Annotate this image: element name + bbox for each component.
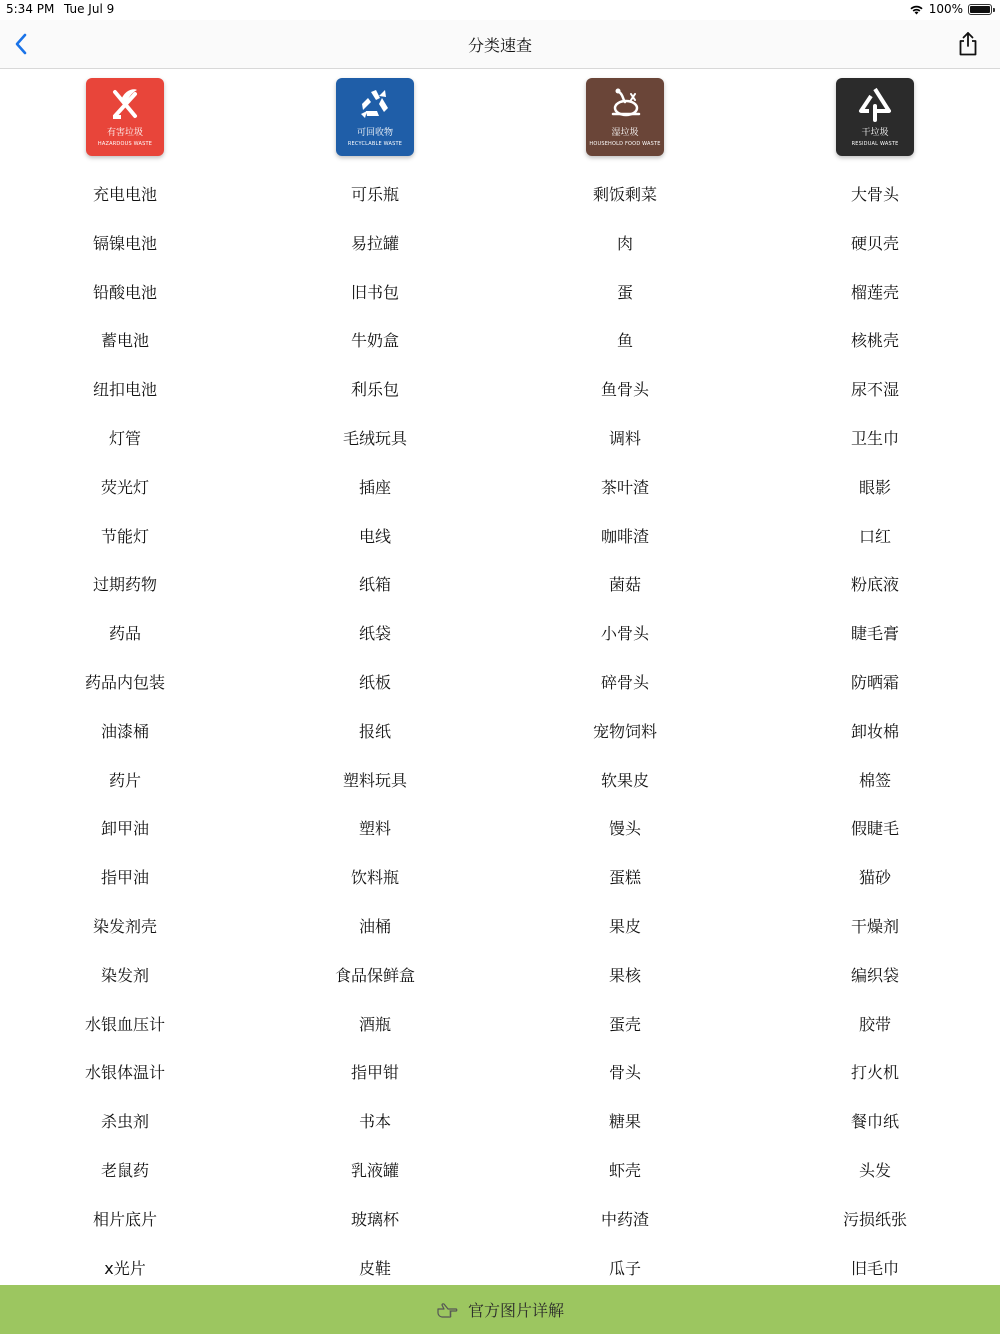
list-item[interactable]: 卫生巾 <box>850 428 899 448</box>
list-item[interactable]: 易拉罐 <box>350 233 399 253</box>
category-header-row <box>0 78 1000 158</box>
list-item[interactable]: 旧毛巾 <box>850 1258 899 1278</box>
navigation-bar <box>0 20 1000 69</box>
status-bar <box>0 0 1000 20</box>
residual-icon <box>855 84 895 124</box>
list-item[interactable]: 编织袋 <box>850 965 899 985</box>
list-item[interactable]: 果核 <box>608 965 641 985</box>
category-name-cn: 湿垃圾 <box>611 128 639 138</box>
list-item[interactable]: 大骨头 <box>850 185 899 204</box>
list-item[interactable]: 猫砂 <box>858 868 891 888</box>
list-item[interactable]: x光片 <box>104 1258 146 1278</box>
list-item[interactable]: 食品保鲜盒 <box>334 965 415 985</box>
list-item[interactable]: 过期药物 <box>92 575 157 595</box>
list-item[interactable]: 玻璃杯 <box>350 1209 399 1229</box>
list-item[interactable]: 核桃壳 <box>850 331 899 351</box>
list-item[interactable]: 碎骨头 <box>600 672 649 692</box>
list-item[interactable]: 肉 <box>616 233 633 253</box>
list-item[interactable]: 咖啡渣 <box>600 526 649 546</box>
list-item[interactable]: 酒瓶 <box>358 1014 391 1034</box>
list-item[interactable]: 蛋糕 <box>608 868 641 888</box>
official-images-label: 官方图片详解 <box>467 1301 564 1320</box>
list-item[interactable]: 铅酸电池 <box>92 282 157 302</box>
list-item[interactable]: 染发剂壳 <box>92 916 157 936</box>
category-name-en: RECYCLABLE WASTE <box>347 141 403 147</box>
column-food-waste <box>500 171 750 1285</box>
category-name-cn: 干垃圾 <box>861 128 889 138</box>
hazardous-icon <box>105 84 145 124</box>
column-recyclable <box>250 171 500 1285</box>
list-item[interactable]: 塑料 <box>358 819 391 839</box>
list-item[interactable]: 卸妆棉 <box>850 721 899 741</box>
column-residual <box>750 171 1000 1285</box>
list-item[interactable]: 卸甲油 <box>100 819 149 839</box>
wifi-icon <box>909 4 924 15</box>
list-item[interactable]: 镉镍电池 <box>92 233 157 253</box>
list-item[interactable]: 粉底液 <box>850 575 899 595</box>
list-item[interactable]: 节能灯 <box>100 526 149 546</box>
list-item[interactable]: 胶带 <box>858 1014 891 1034</box>
list-item[interactable]: 蛋 <box>616 282 633 302</box>
status-time: 5:34 PM <box>6 2 55 16</box>
list-item[interactable]: 纽扣电池 <box>92 380 157 400</box>
category-name-cn: 可回收物 <box>356 128 393 138</box>
list-item[interactable]: 剩饭剩菜 <box>592 185 657 204</box>
battery-percent: 100% <box>928 2 963 16</box>
list-item[interactable]: 调料 <box>608 428 641 448</box>
official-images-button[interactable] <box>0 1285 1000 1334</box>
list-item[interactable]: 老鼠药 <box>100 1160 149 1180</box>
list-item[interactable]: 塑料玩具 <box>342 770 407 790</box>
list-item[interactable]: 榴莲壳 <box>850 282 899 302</box>
list-item[interactable]: 小骨头 <box>600 624 649 644</box>
list-item[interactable]: 蛋壳 <box>608 1014 641 1034</box>
list-item[interactable]: 指甲钳 <box>350 1063 399 1083</box>
list-item[interactable]: 骨头 <box>608 1063 641 1083</box>
list-item[interactable]: 皮鞋 <box>358 1258 391 1278</box>
list-item[interactable]: 药品 <box>108 624 141 644</box>
battery-icon <box>968 4 992 15</box>
list-item[interactable]: 纸袋 <box>358 624 391 644</box>
list-item[interactable]: 油漆桶 <box>100 721 149 741</box>
list-item[interactable]: 头发 <box>858 1160 891 1180</box>
list-item[interactable]: 茶叶渣 <box>600 477 649 497</box>
category-food-waste[interactable] <box>586 78 664 156</box>
list-item[interactable]: 药品内包装 <box>84 672 165 692</box>
list-item[interactable]: 糖果 <box>608 1112 641 1132</box>
list-item[interactable]: 菌菇 <box>608 575 641 595</box>
list-item[interactable]: 插座 <box>358 477 391 497</box>
list-item[interactable]: 口红 <box>858 526 891 546</box>
status-date: Tue Jul 9 <box>64 2 115 16</box>
list-item[interactable]: 纸箱 <box>358 575 391 595</box>
list-item[interactable]: 可乐瓶 <box>350 185 399 204</box>
list-item[interactable]: 相片底片 <box>92 1209 157 1229</box>
category-name-en: HOUSEHOLD FOOD WASTE <box>589 141 661 147</box>
list-item[interactable]: 乳液罐 <box>350 1160 399 1180</box>
page-title: 分类速查 <box>467 36 532 55</box>
list-item[interactable]: 药片 <box>108 770 141 790</box>
category-name-en: HAZARDOUS WASTE <box>97 141 153 147</box>
list-item[interactable]: 毛绒玩具 <box>342 428 407 448</box>
list-item[interactable]: 染发剂 <box>100 965 149 985</box>
list-item[interactable]: 水银血压计 <box>84 1014 165 1034</box>
list-item[interactable]: 宠物饲料 <box>592 721 657 741</box>
category-name-en: RESIDUAL WASTE <box>851 141 899 147</box>
pointing-hand-icon <box>436 1301 458 1319</box>
list-item[interactable]: 干燥剂 <box>850 916 899 936</box>
list-item[interactable]: 尿不湿 <box>850 380 899 400</box>
list-item[interactable]: 果皮 <box>608 916 641 936</box>
list-item[interactable]: 虾壳 <box>608 1160 641 1180</box>
list-item[interactable]: 书本 <box>358 1112 391 1132</box>
list-item[interactable]: 灯管 <box>108 428 141 448</box>
food-waste-icon <box>605 84 645 124</box>
list-item[interactable]: 指甲油 <box>100 868 149 888</box>
list-item[interactable]: 纸板 <box>358 672 391 692</box>
list-item[interactable]: 打火机 <box>850 1063 899 1083</box>
list-item[interactable]: 油桶 <box>358 916 391 936</box>
list-item[interactable]: 利乐包 <box>350 380 399 400</box>
category-residual[interactable] <box>836 78 914 156</box>
list-item[interactable]: 蓄电池 <box>100 331 149 351</box>
list-item[interactable]: 瓜子 <box>608 1258 641 1278</box>
status-right <box>909 2 992 16</box>
list-item[interactable]: 水银体温计 <box>84 1063 165 1083</box>
category-hazardous[interactable] <box>86 78 164 156</box>
list-item[interactable]: 报纸 <box>358 721 391 741</box>
list-item[interactable]: 棉签 <box>858 770 891 790</box>
list-item[interactable]: 饮料瓶 <box>350 868 399 888</box>
list-item[interactable]: 电线 <box>358 526 391 546</box>
list-item[interactable]: 杀虫剂 <box>100 1112 149 1132</box>
recycle-icon <box>355 84 395 124</box>
list-item[interactable]: 充电电池 <box>92 185 157 204</box>
list-item[interactable]: 旧书包 <box>350 282 399 302</box>
list-item[interactable]: 污损纸张 <box>842 1209 907 1229</box>
list-item[interactable]: 软果皮 <box>600 770 649 790</box>
list-item[interactable]: 防晒霜 <box>850 672 899 692</box>
item-grid <box>0 171 1000 1285</box>
list-item[interactable]: 眼影 <box>858 477 891 497</box>
list-item[interactable]: 中药渣 <box>600 1209 649 1229</box>
list-item[interactable]: 牛奶盒 <box>350 331 399 351</box>
list-item[interactable]: 假睫毛 <box>850 819 899 839</box>
list-item[interactable]: 荧光灯 <box>100 477 149 497</box>
list-item[interactable]: 鱼 <box>616 331 633 351</box>
share-button[interactable] <box>956 31 980 57</box>
list-item[interactable]: 餐巾纸 <box>850 1112 899 1132</box>
list-item[interactable]: 睫毛膏 <box>850 624 899 644</box>
column-hazardous <box>0 171 250 1285</box>
list-item[interactable]: 鱼骨头 <box>600 380 649 400</box>
category-name-cn: 有害垃圾 <box>106 128 143 138</box>
list-item[interactable]: 馒头 <box>608 819 641 839</box>
category-recyclable[interactable] <box>336 78 414 156</box>
list-item[interactable]: 硬贝壳 <box>850 233 899 253</box>
